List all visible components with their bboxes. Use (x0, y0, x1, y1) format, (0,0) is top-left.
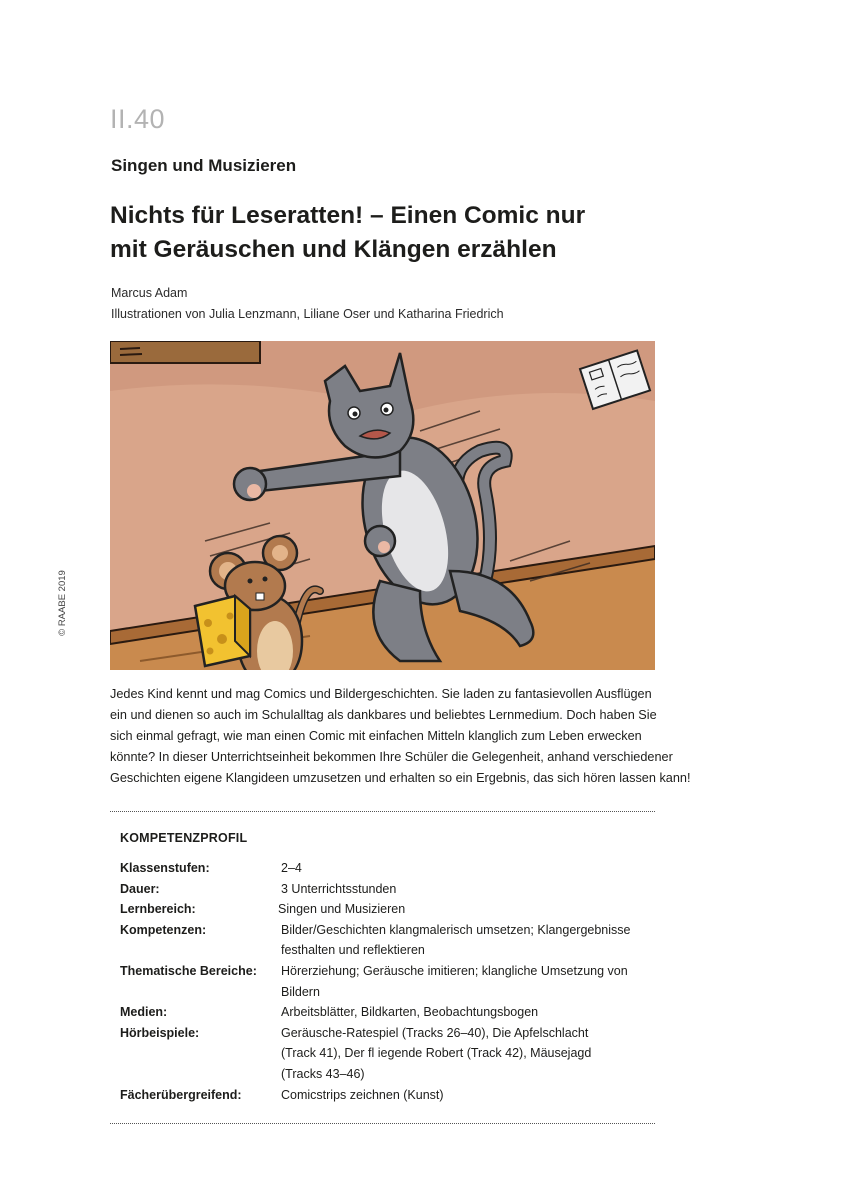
page-title (110, 199, 670, 267)
profile-row-thematische-bereiche (120, 961, 650, 1002)
intro-line: ein und dienen so auch im Schulalltag als dankbares und beliebtes Lernmedium. Doch haben Sie (110, 708, 657, 722)
profile-value-line: Bildern (281, 984, 320, 999)
profile-value-line: Geräusche-Ratespiel (Tracks 26–40), Die Apfelschlacht (281, 1025, 589, 1040)
illustrators-credit: Illustrationen von Julia Lenzmann, Liliane Oser und Katharina Friedrich (111, 307, 504, 321)
title-line-2: mit Geräuschen und Klängen erzählen (110, 236, 557, 263)
dotted-divider-bottom (110, 1123, 655, 1124)
profile-value (281, 1085, 650, 1106)
profile-value-line: 3 Unterrichtsstunden (281, 881, 397, 896)
profile-value (281, 920, 650, 961)
profile-value-line: Comicstrips zeichnen (Kunst) (281, 1087, 444, 1102)
category-heading: Singen und Musizieren (111, 156, 297, 175)
profile-row-medien (120, 1002, 650, 1023)
profile-label: Dauer: (120, 881, 160, 896)
comic-illustration (110, 341, 655, 670)
intro-line: Geschichten eigene Klangideen umzusetzen und erhalten so ein Ergebnis, das sich hören lassen kann! (110, 771, 691, 785)
profile-label: Klassenstufen: (120, 861, 210, 875)
profile-row-klassenstufen (120, 858, 650, 879)
profile-value (281, 1002, 650, 1023)
profile-label: Fächerübergreifend: (120, 1087, 242, 1102)
profile-value-line: Hörerziehung; Geräusche imitieren; klangliche Umsetzung von (281, 963, 628, 978)
profile-value-line: Bilder/Geschichten klangmalerisch umsetzen; Klangergebnisse (281, 922, 631, 937)
profile-row-hoerbeispiele (120, 1023, 650, 1085)
profile-row-kompetenzen (120, 920, 650, 961)
profile-value (278, 899, 650, 920)
profile-heading: KOMPETENZPROFIL (120, 831, 248, 845)
intro-line: sich einmal gefragt, wie man einen Comic mit einfachen Mitteln klanglich zum Leben erwecken (110, 729, 642, 743)
profile-value (281, 1023, 650, 1085)
author: Marcus Adam (111, 286, 188, 300)
profile-value-line: Arbeitsblätter, Bildkarten, Beobachtungsbogen (281, 1005, 539, 1020)
profile-label: Lernbereich: (120, 902, 196, 917)
copyright-notice: © RAABE 2019 (57, 570, 68, 636)
profile-row-lernbereich (120, 899, 650, 920)
title-line-1: Nichts für Leseratten! – Einen Comic nur (110, 202, 586, 229)
intro-line: könnte? In dieser Unterrichtseinheit bekommen Ihre Schüler die Gelegenheit, anhand verschiedener (110, 750, 673, 764)
competence-profile-table (120, 858, 650, 1105)
profile-label: Hörbeispiele: (120, 1025, 200, 1040)
section-number: II.40 (110, 104, 166, 134)
profile-value (281, 858, 650, 879)
profile-label: Thematische Bereiche: (120, 963, 257, 978)
profile-value-line: (Tracks 43–46) (281, 1066, 365, 1081)
profile-value-line: 2–4 (281, 861, 302, 875)
intro-paragraph (110, 684, 691, 789)
profile-value-line: (Track 41), Der fl iegende Robert (Track 42), Mäusejagd (281, 1046, 592, 1061)
profile-row-dauer (120, 879, 650, 900)
intro-line: Jedes Kind kennt und mag Comics und Bildergeschichten. Sie laden zu fantasievollen Ausflügen (110, 687, 652, 701)
profile-value-line: festhalten und reflektieren (281, 943, 425, 958)
profile-value (281, 879, 650, 900)
profile-value-line: Singen und Musizieren (278, 902, 406, 917)
profile-value (281, 961, 650, 1002)
profile-label: Kompetenzen: (120, 922, 207, 937)
dotted-divider-top (110, 811, 655, 812)
profile-label: Medien: (120, 1005, 168, 1020)
profile-row-faecheruebergreifend (120, 1085, 650, 1106)
